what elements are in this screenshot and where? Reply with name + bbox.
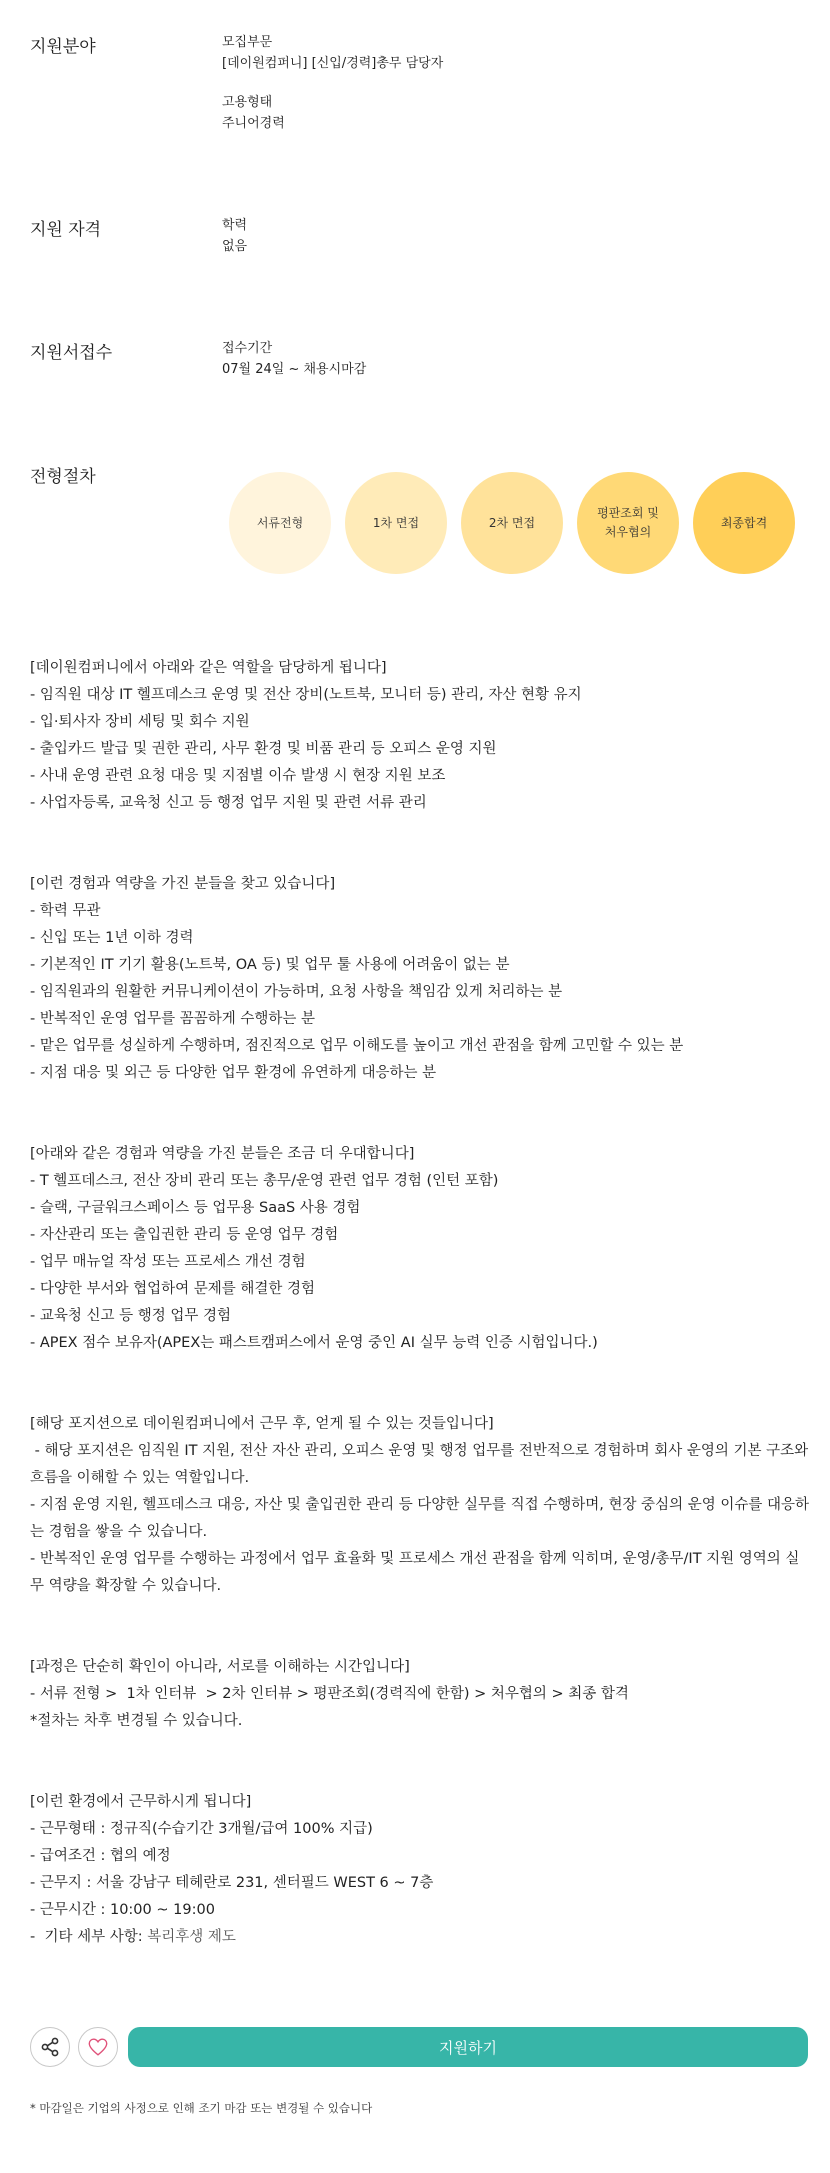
field-info: [222, 32, 443, 134]
block-heading: [이런 환경에서 근무하시게 됩니다]: [30, 1794, 252, 1810]
heart-icon: [87, 2036, 109, 2058]
block-line: [30, 1924, 810, 1951]
section-title-process: 전형절차: [30, 467, 96, 487]
share-button[interactable]: [30, 2027, 70, 2067]
block-line: - 근무시간 : 10:00 ~ 19:00: [30, 1902, 215, 1918]
step-label: 평판조회 및 처우협의: [597, 506, 659, 539]
share-icon: [39, 2036, 61, 2058]
block-line: - APEX 점수 보유자(APEX는 패스트캠퍼스에서 운영 중인 AI 실무 능력 인증 시험입니다.): [30, 1335, 598, 1351]
info-label: 고용형태: [222, 95, 273, 110]
application-info: [222, 338, 366, 380]
block-line: - 급여조건 : 협의 예정: [30, 1848, 171, 1864]
block-line: - 자산관리 또는 출입권한 관리 등 운영 업무 경험: [30, 1227, 339, 1243]
info-label: 학력: [222, 218, 248, 233]
block-line: - 교육청 신고 등 행정 업무 경험: [30, 1308, 231, 1324]
process-steps: [229, 472, 807, 574]
info-value: [데이원컴퍼니] [신입/경력]총무 담당자: [222, 56, 444, 71]
block-heading: [아래와 같은 경험과 역량을 가진 분들은 조금 더 우대합니다]: [30, 1146, 415, 1162]
job-description: [30, 655, 813, 1951]
block-heading: [이런 경험과 역량을 가진 분들을 찾고 있습니다]: [30, 876, 336, 892]
info-label: 접수기간: [222, 341, 273, 356]
process-step-2: [345, 472, 447, 574]
block-line: - 신입 또는 1년 이하 경력: [30, 930, 194, 946]
info-value: 주니어경력: [222, 116, 285, 131]
block-line: - 출입카드 발급 및 권한 관리, 사무 환경 및 비품 관리 등 오피스 운영 지원: [30, 741, 497, 757]
block-line: - 슬랙, 구글워크스페이스 등 업무용 SaaS 사용 경험: [30, 1200, 361, 1216]
process-step-3: [461, 472, 563, 574]
content-block: [30, 655, 810, 817]
block-line: - 지점 운영 지원, 헬프데스크 대응, 자산 및 출입권한 관리 등 다양한 실무를 직접 수행하며, 현장 중심의 운영 이슈를 대응하는 경험을 쌓을 수 있습니다.: [30, 1497, 809, 1540]
content-block: [30, 1654, 810, 1735]
block-line: - 맡은 업무를 성실하게 수행하며, 점진적으로 업무 이해도를 높이고 개선 관점을 함께 고민할 수 있는 분: [30, 1038, 684, 1054]
action-bar: [30, 2027, 808, 2069]
block-line: - 근무지 : 서울 강남구 테헤란로 231, 센터필드 WEST 6 ~ 7층: [30, 1875, 434, 1891]
process-step-4: [577, 472, 679, 574]
info-value: 없음: [222, 239, 248, 254]
block-line: - 기본적인 IT 기기 활용(노트북, OA 등) 및 업무 툴 사용에 어려움이 없는 분: [30, 957, 510, 973]
line-prefix: - 기타 세부 사항:: [30, 1929, 148, 1945]
apply-button[interactable]: 지원하기: [128, 2027, 808, 2067]
block-line: - 서류 전형 > 1차 인터뷰 > 2차 인터뷰 > 평판조회(경력직에 한함) > 처우협의 > 최종 합격: [30, 1686, 629, 1702]
deadline-notice: * 마감일은 기업의 사정으로 인해 조기 마감 또는 변경될 수 있습니다: [30, 2101, 373, 2115]
qualification-info: [222, 215, 247, 257]
section-title-qualification: 지원 자격: [30, 220, 102, 240]
section-title-field: 지원분야: [30, 37, 96, 57]
content-block: [30, 1789, 810, 1951]
step-label: 2차 면접: [488, 515, 536, 530]
like-button[interactable]: [78, 2027, 118, 2067]
block-line: - 업무 매뉴얼 작성 또는 프로세스 개선 경험: [30, 1254, 306, 1270]
block-heading: [데이원컴퍼니에서 아래와 같은 역할을 담당하게 됩니다]: [30, 660, 387, 676]
block-line: - 지점 대응 및 외근 등 다양한 업무 환경에 유연하게 대응하는 분: [30, 1065, 437, 1081]
block-line: - 학력 무관: [30, 903, 101, 919]
step-label: 최종합격: [720, 515, 768, 530]
step-label: 1차 면접: [372, 515, 420, 530]
block-line: - 사업자등록, 교육청 신고 등 행정 업무 지원 및 관련 서류 관리: [30, 795, 427, 811]
block-line: - T 헬프데스크, 전산 장비 관리 또는 총무/운영 관련 업무 경험 (인턴 포함): [30, 1173, 499, 1189]
block-line: - 반복적인 운영 업무를 꼼꼼하게 수행하는 분: [30, 1011, 316, 1027]
content-block: [30, 1411, 813, 1600]
content-block: [30, 871, 810, 1087]
process-step-1: [229, 472, 331, 574]
block-line: - 다양한 부서와 협업하여 문제를 해결한 경험: [30, 1281, 316, 1297]
content-block: [30, 1141, 810, 1357]
block-line: - 근무형태 : 정규직(수습기간 3개월/급여 100% 지급): [30, 1821, 373, 1837]
section-title-application: 지원서접수: [30, 343, 113, 363]
block-line: - 반복적인 운영 업무를 수행하는 과정에서 업무 효율화 및 프로세스 개선 관점을 함께 익히며, 운영/총무/IT 지원 영역의 실무 역량을 확장할 수 있습니다.: [30, 1551, 800, 1594]
block-line: *절차는 차후 변경될 수 있습니다.: [30, 1713, 243, 1729]
step-label: 서류전형: [256, 515, 304, 530]
block-line: - 입·퇴사자 장비 세팅 및 회수 지원: [30, 714, 250, 730]
block-line: - 해당 포지션은 임직원 IT 지원, 전산 자산 관리, 오피스 운영 및 행정 업무를 전반적으로 경험하며 회사 운영의 기본 구조와 흐름을 이해할 수 있는 역할입니다.: [30, 1443, 813, 1486]
block-heading: [해당 포지션으로 데이원컴퍼니에서 근무 후, 얻게 될 수 있는 것들입니다]: [30, 1416, 494, 1432]
info-value: 07월 24일 ~ 채용시마감: [222, 362, 367, 377]
info-label: 모집부문: [222, 35, 273, 50]
block-line: - 임직원 대상 IT 헬프데스크 운영 및 전산 장비(노트북, 모니터 등) 관리, 자산 현황 유지: [30, 687, 582, 703]
block-heading: [과정은 단순히 확인이 아니라, 서로를 이해하는 시간입니다]: [30, 1659, 410, 1675]
process-step-5: [693, 472, 795, 574]
line-muted: 복리후생 제도: [147, 1929, 236, 1945]
block-line: - 사내 운영 관련 요청 대응 및 지점별 이슈 발생 시 현장 지원 보조: [30, 768, 446, 784]
block-line: - 임직원과의 원활한 커뮤니케이션이 가능하며, 요청 사항을 책임감 있게 처리하는 분: [30, 984, 563, 1000]
